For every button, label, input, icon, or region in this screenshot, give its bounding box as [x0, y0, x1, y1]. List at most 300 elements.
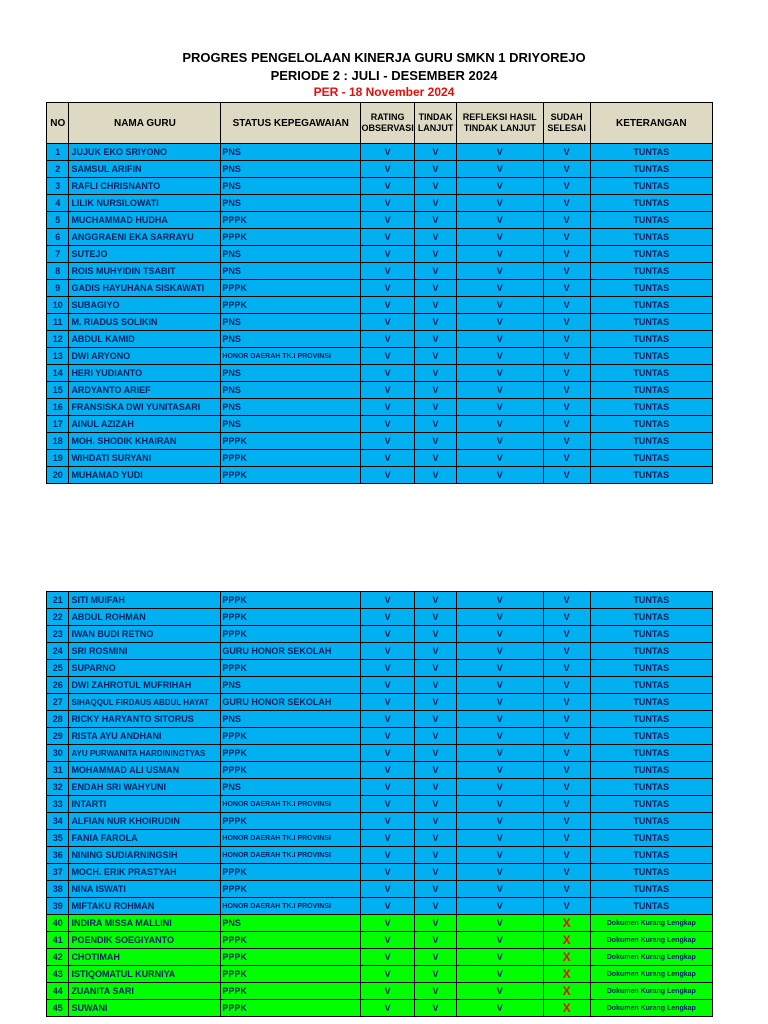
cell-status-kepegawaian: PPPK — [221, 966, 361, 983]
cell-no: 21 — [47, 592, 69, 609]
cell-rating-observasi: V — [361, 348, 415, 365]
cell-keterangan: TUNTAS — [590, 314, 712, 331]
table-row — [47, 881, 713, 898]
col-header-tindak — [415, 103, 457, 144]
cell-status-kepegawaian: PPPK — [221, 297, 361, 314]
cell-nama-guru: WIHDATI SURYANI — [69, 450, 221, 467]
cell-sudah-selesai: V — [543, 229, 590, 246]
cell-keterangan: TUNTAS — [590, 280, 712, 297]
table-row — [47, 433, 713, 450]
cell-status-kepegawaian: PPPK — [221, 280, 361, 297]
cell-tindak-lanjut: V — [415, 592, 457, 609]
cell-keterangan: TUNTAS — [590, 813, 712, 830]
cell-rating-observasi: V — [361, 609, 415, 626]
col-header-keterangan: KETERANGAN — [590, 103, 712, 144]
cell-status-kepegawaian: PNS — [221, 331, 361, 348]
cell-refleksi-hasil: V — [456, 609, 543, 626]
cell-no: 4 — [47, 195, 69, 212]
cell-keterangan: TUNTAS — [590, 881, 712, 898]
table-row — [47, 677, 713, 694]
cell-tindak-lanjut: V — [415, 711, 457, 728]
col-header-tindak-line2: LANJUT — [417, 123, 454, 133]
table-row — [47, 416, 713, 433]
cell-tindak-lanjut: V — [415, 694, 457, 711]
cell-status-kepegawaian: PPPK — [221, 609, 361, 626]
cell-nama-guru: LILIK NURSILOWATI — [69, 195, 221, 212]
cell-no: 27 — [47, 694, 69, 711]
cell-nama-guru: GADIS HAYUHANA SISKAWATI — [69, 280, 221, 297]
cell-keterangan: TUNTAS — [590, 847, 712, 864]
cell-sudah-selesai: V — [543, 195, 590, 212]
cell-refleksi-hasil: V — [456, 178, 543, 195]
cell-refleksi-hasil: V — [456, 864, 543, 881]
table-row — [47, 229, 713, 246]
table-row — [47, 246, 713, 263]
cell-no: 36 — [47, 847, 69, 864]
table-row — [47, 178, 713, 195]
cell-keterangan: Dokumen Kurang Lengkap — [590, 983, 712, 1000]
cell-nama-guru: INDIRA MISSA MALLINI — [69, 915, 221, 932]
cell-keterangan: Dokumen Kurang Lengkap — [590, 966, 712, 983]
cell-nama-guru: INTARTI — [69, 796, 221, 813]
cell-keterangan: TUNTAS — [590, 450, 712, 467]
cell-tindak-lanjut: V — [415, 297, 457, 314]
cell-status-kepegawaian: HONOR DAERAH TK.I PROVINSI — [221, 847, 361, 864]
table-row — [47, 728, 713, 745]
cell-no: 34 — [47, 813, 69, 830]
cell-no: 26 — [47, 677, 69, 694]
cell-rating-observasi: V — [361, 830, 415, 847]
cell-no: 5 — [47, 212, 69, 229]
cell-tindak-lanjut: V — [415, 416, 457, 433]
cell-keterangan: TUNTAS — [590, 830, 712, 847]
cell-status-kepegawaian: PNS — [221, 365, 361, 382]
cell-no: 22 — [47, 609, 69, 626]
cell-sudah-selesai: V — [543, 399, 590, 416]
cell-refleksi-hasil: V — [456, 212, 543, 229]
cell-keterangan: TUNTAS — [590, 331, 712, 348]
cell-rating-observasi: V — [361, 331, 415, 348]
cell-refleksi-hasil: V — [456, 280, 543, 297]
cell-sudah-selesai: V — [543, 779, 590, 796]
table-row — [47, 365, 713, 382]
cell-rating-observasi: V — [361, 365, 415, 382]
cell-refleksi-hasil: V — [456, 847, 543, 864]
table-row — [47, 745, 713, 762]
col-header-sudah-line1: SUDAH — [550, 112, 583, 122]
cell-refleksi-hasil: V — [456, 144, 543, 161]
cell-tindak-lanjut: V — [415, 779, 457, 796]
cell-status-kepegawaian: HONOR DAERAH TK.I PROVINSI — [221, 348, 361, 365]
cell-rating-observasi: V — [361, 229, 415, 246]
cell-tindak-lanjut: V — [415, 915, 457, 932]
cell-tindak-lanjut: V — [415, 178, 457, 195]
cell-rating-observasi: V — [361, 1000, 415, 1017]
table-row — [47, 694, 713, 711]
table-row — [47, 847, 713, 864]
cell-tindak-lanjut: V — [415, 660, 457, 677]
teacher-progress-table-part-1 — [46, 102, 713, 484]
cell-tindak-lanjut: V — [415, 881, 457, 898]
col-header-refleksi-line1: REFLEKSI HASIL — [462, 112, 537, 122]
cell-tindak-lanjut: V — [415, 1000, 457, 1017]
table-row — [47, 314, 713, 331]
cell-status-kepegawaian: PPPK — [221, 433, 361, 450]
cell-sudah-selesai: V — [543, 677, 590, 694]
cell-keterangan: Dokumen Kurang Lengkap — [590, 915, 712, 932]
cell-keterangan: TUNTAS — [590, 677, 712, 694]
cell-refleksi-hasil: V — [456, 830, 543, 847]
cell-rating-observasi: V — [361, 144, 415, 161]
cell-refleksi-hasil: V — [456, 813, 543, 830]
cell-rating-observasi: V — [361, 932, 415, 949]
cell-tindak-lanjut: V — [415, 864, 457, 881]
cell-keterangan: Dokumen Kurang Lengkap — [590, 932, 712, 949]
cell-nama-guru: ENDAH SRI WAHYUNI — [69, 779, 221, 796]
cell-rating-observasi: V — [361, 246, 415, 263]
cell-nama-guru: ROIS MUHYIDIN TSABIT — [69, 263, 221, 280]
table-row — [47, 382, 713, 399]
cell-no: 12 — [47, 331, 69, 348]
cell-nama-guru: JUJUK EKO SRIYONO — [69, 144, 221, 161]
cell-tindak-lanjut: V — [415, 144, 457, 161]
cell-sudah-selesai: V — [543, 331, 590, 348]
table-row — [47, 983, 713, 1000]
cell-nama-guru: IWAN BUDI RETNO — [69, 626, 221, 643]
cell-sudah-selesai: V — [543, 263, 590, 280]
cell-keterangan: TUNTAS — [590, 297, 712, 314]
cell-sudah-selesai: X — [543, 932, 590, 949]
cell-tindak-lanjut: V — [415, 966, 457, 983]
cell-nama-guru: ALFIAN NUR KHOIRUDIN — [69, 813, 221, 830]
table-row — [47, 263, 713, 280]
table-row — [47, 830, 713, 847]
cell-nama-guru: ISTIQOMATUL KURNIYA — [69, 966, 221, 983]
cell-nama-guru: AYU PURWANITA HARDININGTYAS — [69, 745, 221, 762]
cell-nama-guru: MIFTAKU ROHMAN — [69, 898, 221, 915]
cell-no: 43 — [47, 966, 69, 983]
cell-no: 28 — [47, 711, 69, 728]
cell-tindak-lanjut: V — [415, 382, 457, 399]
cell-tindak-lanjut: V — [415, 643, 457, 660]
table-row — [47, 212, 713, 229]
cell-nama-guru: SUWANI — [69, 1000, 221, 1017]
cell-sudah-selesai: X — [543, 966, 590, 983]
cell-nama-guru: ABDUL ROHMAN — [69, 609, 221, 626]
cell-tindak-lanjut: V — [415, 813, 457, 830]
cell-nama-guru: MOH. SHODIK KHAIRAN — [69, 433, 221, 450]
cell-tindak-lanjut: V — [415, 796, 457, 813]
cell-keterangan: TUNTAS — [590, 467, 712, 484]
cell-keterangan: TUNTAS — [590, 728, 712, 745]
table-row — [47, 779, 713, 796]
cell-refleksi-hasil: V — [456, 297, 543, 314]
cell-rating-observasi: V — [361, 178, 415, 195]
cell-refleksi-hasil: V — [456, 779, 543, 796]
cell-tindak-lanjut: V — [415, 898, 457, 915]
report-period: PERIODE 2 : JULI - DESEMBER 2024 — [270, 68, 498, 83]
cell-nama-guru: SUBAGIYO — [69, 297, 221, 314]
cell-tindak-lanjut: V — [415, 728, 457, 745]
cell-refleksi-hasil: V — [456, 966, 543, 983]
cell-nama-guru: POENDIK SOEGIYANTO — [69, 932, 221, 949]
cell-no: 15 — [47, 382, 69, 399]
cell-status-kepegawaian: PPPK — [221, 1000, 361, 1017]
cell-nama-guru: AINUL AZIZAH — [69, 416, 221, 433]
cell-status-kepegawaian: HONOR DAERAH TK.I PROVINSI — [221, 796, 361, 813]
table-row — [47, 898, 713, 915]
cell-sudah-selesai: V — [543, 660, 590, 677]
cell-nama-guru: FANIA FAROLA — [69, 830, 221, 847]
cell-keterangan: TUNTAS — [590, 898, 712, 915]
cell-keterangan: TUNTAS — [590, 643, 712, 660]
cell-status-kepegawaian: PNS — [221, 711, 361, 728]
cell-keterangan: TUNTAS — [590, 864, 712, 881]
cell-refleksi-hasil: V — [456, 348, 543, 365]
cell-no: 9 — [47, 280, 69, 297]
table-row — [47, 711, 713, 728]
cell-nama-guru: SITI MUIFAH — [69, 592, 221, 609]
cell-tindak-lanjut: V — [415, 467, 457, 484]
cell-status-kepegawaian: PPPK — [221, 745, 361, 762]
cell-sudah-selesai: V — [543, 796, 590, 813]
cell-status-kepegawaian: PPPK — [221, 983, 361, 1000]
table-row — [47, 399, 713, 416]
cell-status-kepegawaian: PPPK — [221, 626, 361, 643]
col-header-nama: NAMA GURU — [69, 103, 221, 144]
cell-refleksi-hasil: V — [456, 433, 543, 450]
cell-nama-guru: HERI YUDIANTO — [69, 365, 221, 382]
cell-sudah-selesai: V — [543, 711, 590, 728]
cell-refleksi-hasil: V — [456, 195, 543, 212]
cell-status-kepegawaian: PNS — [221, 314, 361, 331]
cell-rating-observasi: V — [361, 711, 415, 728]
cell-sudah-selesai: V — [543, 280, 590, 297]
cell-sudah-selesai: V — [543, 144, 590, 161]
cell-keterangan: TUNTAS — [590, 348, 712, 365]
cell-status-kepegawaian: PNS — [221, 161, 361, 178]
cell-keterangan: TUNTAS — [590, 711, 712, 728]
col-header-sudah — [543, 103, 590, 144]
cell-no: 45 — [47, 1000, 69, 1017]
cell-sudah-selesai: V — [543, 433, 590, 450]
cell-tindak-lanjut: V — [415, 280, 457, 297]
cell-status-kepegawaian: PPPK — [221, 728, 361, 745]
cell-keterangan: TUNTAS — [590, 382, 712, 399]
cell-rating-observasi: V — [361, 983, 415, 1000]
cell-keterangan: TUNTAS — [590, 263, 712, 280]
cell-refleksi-hasil: V — [456, 314, 543, 331]
cell-no: 33 — [47, 796, 69, 813]
cell-rating-observasi: V — [361, 745, 415, 762]
cell-tindak-lanjut: V — [415, 314, 457, 331]
col-header-status: STATUS KEPEGAWAIAN — [221, 103, 361, 144]
cell-rating-observasi: V — [361, 660, 415, 677]
cell-refleksi-hasil: V — [456, 467, 543, 484]
cell-no: 7 — [47, 246, 69, 263]
cell-rating-observasi: V — [361, 881, 415, 898]
cell-nama-guru: FRANSISKA DWI YUNITASARI — [69, 399, 221, 416]
cell-no: 6 — [47, 229, 69, 246]
cell-refleksi-hasil: V — [456, 915, 543, 932]
cell-nama-guru: SIHAQQUL FIRDAUS ABDUL HAYAT — [69, 694, 221, 711]
table-row — [47, 467, 713, 484]
cell-keterangan: Dokumen Kurang Lengkap — [590, 949, 712, 966]
cell-sudah-selesai: V — [543, 314, 590, 331]
cell-status-kepegawaian: HONOR DAERAH TK.I PROVINSI — [221, 830, 361, 847]
table-row — [47, 348, 713, 365]
table-row — [47, 915, 713, 932]
cell-refleksi-hasil: V — [456, 694, 543, 711]
cell-no: 8 — [47, 263, 69, 280]
cell-refleksi-hasil: V — [456, 161, 543, 178]
table-row — [47, 1000, 713, 1017]
cell-no: 2 — [47, 161, 69, 178]
cell-nama-guru: SUTEJO — [69, 246, 221, 263]
cell-sudah-selesai: V — [543, 161, 590, 178]
cell-keterangan: TUNTAS — [590, 609, 712, 626]
cell-nama-guru: RISTA AYU ANDHANI — [69, 728, 221, 745]
cell-status-kepegawaian: PPPK — [221, 212, 361, 229]
cell-refleksi-hasil: V — [456, 1000, 543, 1017]
cell-nama-guru: MUHAMAD YUDI — [69, 467, 221, 484]
cell-tindak-lanjut: V — [415, 949, 457, 966]
cell-nama-guru: SAMSUL ARIFIN — [69, 161, 221, 178]
report-date: PER - 18 November 2024 — [313, 85, 455, 99]
cell-rating-observasi: V — [361, 297, 415, 314]
cell-status-kepegawaian: PPPK — [221, 932, 361, 949]
cell-status-kepegawaian: PNS — [221, 178, 361, 195]
cell-nama-guru: NINING SUDIARNINGSIH — [69, 847, 221, 864]
cell-status-kepegawaian: GURU HONOR SEKOLAH — [221, 694, 361, 711]
cell-no: 23 — [47, 626, 69, 643]
table-row — [47, 609, 713, 626]
cell-status-kepegawaian: PPPK — [221, 881, 361, 898]
cell-no: 16 — [47, 399, 69, 416]
cell-sudah-selesai: V — [543, 212, 590, 229]
cell-rating-observasi: V — [361, 195, 415, 212]
cell-keterangan: TUNTAS — [590, 195, 712, 212]
cell-rating-observasi: V — [361, 416, 415, 433]
cell-status-kepegawaian: PPPK — [221, 229, 361, 246]
cell-keterangan: TUNTAS — [590, 433, 712, 450]
cell-rating-observasi: V — [361, 450, 415, 467]
cell-rating-observasi: V — [361, 677, 415, 694]
report-title: PROGRES PENGELOLAAN KINERJA GURU SMKN 1 DRIYOREJO — [182, 50, 586, 65]
cell-tindak-lanjut: V — [415, 983, 457, 1000]
cell-nama-guru: ABDUL KAMID — [69, 331, 221, 348]
cell-tindak-lanjut: V — [415, 847, 457, 864]
col-header-rating — [361, 103, 415, 144]
cell-rating-observasi: V — [361, 847, 415, 864]
cell-status-kepegawaian: PPPK — [221, 949, 361, 966]
table-row — [47, 331, 713, 348]
cell-tindak-lanjut: V — [415, 399, 457, 416]
cell-rating-observasi: V — [361, 161, 415, 178]
cell-rating-observasi: V — [361, 382, 415, 399]
cell-rating-observasi: V — [361, 280, 415, 297]
cell-sudah-selesai: V — [543, 178, 590, 195]
table-row — [47, 161, 713, 178]
table-row — [47, 660, 713, 677]
cell-rating-observasi: V — [361, 263, 415, 280]
col-header-refleksi — [456, 103, 543, 144]
cell-rating-observasi: V — [361, 779, 415, 796]
cell-sudah-selesai: V — [543, 762, 590, 779]
cell-tindak-lanjut: V — [415, 932, 457, 949]
cell-status-kepegawaian: PNS — [221, 416, 361, 433]
cell-refleksi-hasil: V — [456, 762, 543, 779]
cell-no: 10 — [47, 297, 69, 314]
cell-refleksi-hasil: V — [456, 898, 543, 915]
cell-status-kepegawaian: HONOR DAERAH TK.I PROVINSI — [221, 898, 361, 915]
cell-tindak-lanjut: V — [415, 331, 457, 348]
cell-nama-guru: RAFLI CHRISNANTO — [69, 178, 221, 195]
cell-sudah-selesai: V — [543, 643, 590, 660]
cell-keterangan: TUNTAS — [590, 229, 712, 246]
cell-status-kepegawaian: PNS — [221, 677, 361, 694]
cell-no: 35 — [47, 830, 69, 847]
cell-status-kepegawaian: PNS — [221, 246, 361, 263]
table-row — [47, 762, 713, 779]
cell-refleksi-hasil: V — [456, 643, 543, 660]
cell-rating-observasi: V — [361, 592, 415, 609]
cell-keterangan: TUNTAS — [590, 144, 712, 161]
col-header-sudah-line2: SELESAI — [547, 123, 586, 133]
cell-no: 38 — [47, 881, 69, 898]
cell-no: 32 — [47, 779, 69, 796]
cell-sudah-selesai: V — [543, 830, 590, 847]
cell-rating-observasi: V — [361, 694, 415, 711]
cell-rating-observasi: V — [361, 949, 415, 966]
cell-sudah-selesai: V — [543, 592, 590, 609]
cell-sudah-selesai: V — [543, 745, 590, 762]
cell-no: 30 — [47, 745, 69, 762]
cell-keterangan: TUNTAS — [590, 796, 712, 813]
cell-sudah-selesai: X — [543, 915, 590, 932]
cell-tindak-lanjut: V — [415, 626, 457, 643]
cell-status-kepegawaian: PPPK — [221, 592, 361, 609]
table-row — [47, 195, 713, 212]
cell-status-kepegawaian: PNS — [221, 144, 361, 161]
cell-refleksi-hasil: V — [456, 677, 543, 694]
cell-no: 37 — [47, 864, 69, 881]
cell-keterangan: TUNTAS — [590, 178, 712, 195]
cell-no: 1 — [47, 144, 69, 161]
cell-rating-observasi: V — [361, 796, 415, 813]
cell-no: 24 — [47, 643, 69, 660]
cell-sudah-selesai: V — [543, 898, 590, 915]
cell-rating-observasi: V — [361, 626, 415, 643]
cell-keterangan: TUNTAS — [590, 212, 712, 229]
cell-no: 3 — [47, 178, 69, 195]
cell-sudah-selesai: V — [543, 382, 590, 399]
cell-nama-guru: MOCH. ERIK PRASTYAH — [69, 864, 221, 881]
cell-nama-guru: RICKY HARYANTO SITORUS — [69, 711, 221, 728]
table-row — [47, 592, 713, 609]
table-row — [47, 626, 713, 643]
cell-refleksi-hasil: V — [456, 626, 543, 643]
cell-rating-observasi: V — [361, 643, 415, 660]
cell-tindak-lanjut: V — [415, 677, 457, 694]
col-header-rating-line2: OBSERVASI — [361, 123, 414, 133]
cell-rating-observasi: V — [361, 433, 415, 450]
cell-status-kepegawaian: PPPK — [221, 467, 361, 484]
cell-status-kepegawaian: PPPK — [221, 762, 361, 779]
cell-no: 11 — [47, 314, 69, 331]
cell-no: 29 — [47, 728, 69, 745]
cell-nama-guru: NINA ISWATI — [69, 881, 221, 898]
